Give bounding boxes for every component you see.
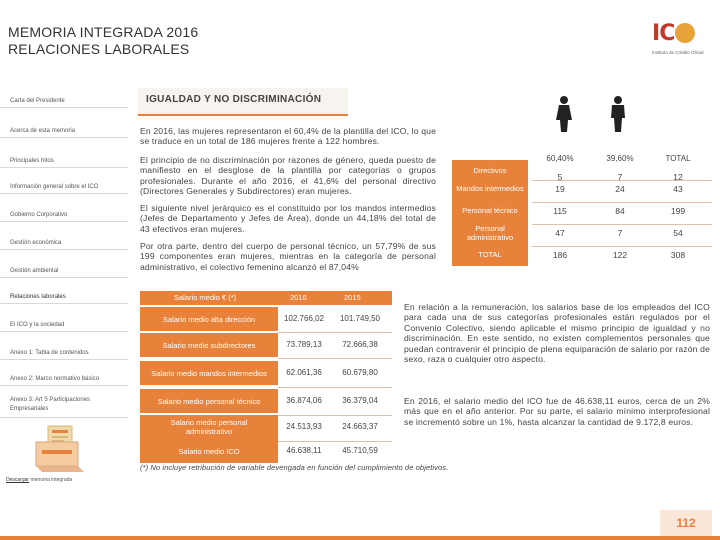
page-title bbox=[8, 24, 198, 58]
cell-women: 47 bbox=[555, 228, 565, 238]
cell-total: 12 bbox=[673, 172, 683, 182]
row-label: Salario medio ICO bbox=[140, 439, 278, 463]
cell-2016: 46.638,11 bbox=[286, 446, 322, 455]
cell-women: 115 bbox=[553, 206, 567, 216]
cell-2016: 102.766,02 bbox=[283, 314, 325, 323]
footer-accent-bar bbox=[0, 536, 720, 540]
row-label: Mandos intermedios bbox=[452, 178, 528, 200]
ico-logo[interactable] bbox=[652, 22, 710, 66]
cell-2015: 45.710,59 bbox=[342, 446, 378, 455]
paragraph-average-salary: En 2016, el salario medio del ICO fue de 46.638,11 euros, cerca de un 2% más que en el año anterior. Por su parte, el salario mínimo interprofesional se incrementó sobre un 1%, hasta alcanzar la cantidad de 9.172,8 euros. bbox=[404, 396, 710, 427]
header-men-pct: 39,60% bbox=[606, 154, 634, 163]
row-label: Salario medio alta dirección bbox=[140, 307, 278, 331]
row-divider bbox=[278, 358, 392, 359]
binder-icon bbox=[30, 420, 90, 474]
row-label: Directivos bbox=[452, 160, 528, 182]
cell-total: 43 bbox=[673, 184, 683, 194]
cell-2015: 24.663,37 bbox=[342, 422, 378, 431]
sidebar-item-relaciones[interactable]: Relaciones laborales bbox=[0, 284, 128, 304]
cell-men: 84 bbox=[615, 206, 625, 216]
salary-header-2015: 2015 bbox=[344, 293, 361, 302]
table-row bbox=[140, 415, 392, 440]
header-women-pct: 60,40% bbox=[546, 154, 574, 163]
sidebar-item-informacion[interactable]: Información general sobre el ICO bbox=[0, 174, 128, 194]
row-label: Salario medio personal administrativo bbox=[140, 415, 278, 439]
section-heading: IGUALDAD Y NO DISCRIMINACIÓN bbox=[138, 88, 348, 116]
sidebar-item-gestion-ambiental[interactable]: Gestión ambiental bbox=[0, 258, 128, 278]
header-total: TOTAL bbox=[665, 154, 691, 163]
cell-2016: 73.789,13 bbox=[286, 340, 322, 349]
row-label: TOTAL bbox=[452, 244, 528, 266]
cell-men: 7 bbox=[617, 228, 623, 238]
cell-total: 54 bbox=[673, 228, 683, 238]
sidebar-item-anexo-3[interactable]: Anexo 3: Art 5 Participaciones Empresariales bbox=[0, 392, 128, 418]
cell-men: 24 bbox=[615, 184, 625, 194]
download-link-text[interactable]: memoria integrada bbox=[30, 477, 73, 483]
sidebar-item-acerca[interactable]: Acerca de esta memoria bbox=[0, 118, 128, 138]
table-row bbox=[140, 361, 392, 386]
man-icon bbox=[610, 96, 626, 132]
row-label: Salario medio subdirectores bbox=[140, 333, 278, 357]
paragraph-women-share: En 2016, las mujeres representaron el 60,4% de la plantilla del ICO, lo que se traduce en un total de 186 mujeres frente a 122 hombres. bbox=[140, 126, 436, 147]
table-row bbox=[140, 307, 392, 332]
cell-2016: 36.874,06 bbox=[286, 396, 322, 405]
table-row bbox=[452, 178, 712, 200]
sidebar-item-anexo-2[interactable]: Anexo 2: Marco normativo básico bbox=[0, 366, 128, 386]
sidebar-item-gestion-economica[interactable]: Gestión económica bbox=[0, 230, 128, 250]
title-line-1: MEMORIA INTEGRADA 2016 bbox=[8, 24, 199, 40]
sidebar-item-carta[interactable]: Carta del Presidente bbox=[0, 88, 128, 108]
cell-total: 308 bbox=[670, 250, 686, 260]
table-row bbox=[452, 244, 712, 266]
row-label: Salario medio mandos intermedios bbox=[140, 361, 278, 385]
salary-header-label: Salario medio € (*) bbox=[174, 293, 237, 302]
paragraph-middle-management: El siguiente nivel jerárquico es el constituido por los mandos intermedios (Jefes de Departamento y Jefes de Área), donde un 44,18% del total de 43 efectivos eran mujeres. bbox=[140, 203, 436, 234]
sidebar-item-anexo-1[interactable]: Anexo 1: Tabla de contenidos bbox=[0, 340, 128, 360]
cell-women: 5 bbox=[557, 172, 563, 182]
download-link-prefix[interactable]: Descargar bbox=[6, 477, 30, 483]
cell-2015: 101.749,50 bbox=[339, 314, 381, 323]
row-label: Personal administrativo bbox=[452, 222, 528, 244]
cell-total: 199 bbox=[670, 206, 686, 216]
cell-2015: 60.679,80 bbox=[342, 368, 378, 377]
logo-tagline: Instituto de Crédito Oficial bbox=[652, 50, 704, 55]
sidebar-item-hitos[interactable]: Principales hitos bbox=[0, 148, 128, 168]
table-row bbox=[452, 222, 712, 244]
title-line-2: RELACIONES LABORALES bbox=[8, 41, 190, 57]
page-number: 112 bbox=[660, 510, 712, 536]
cell-men: 7 bbox=[617, 172, 623, 182]
woman-icon bbox=[556, 96, 572, 132]
cell-2016: 62.061,36 bbox=[286, 368, 322, 377]
cell-women: 19 bbox=[555, 184, 565, 194]
cell-men: 122 bbox=[612, 250, 628, 260]
salary-header-row bbox=[140, 291, 392, 305]
logo-mark: IC bbox=[652, 22, 710, 46]
salary-header-2016: 2016 bbox=[290, 293, 307, 302]
cell-2015: 72.666,38 bbox=[342, 340, 378, 349]
row-label: Salario medio personal técnico bbox=[140, 389, 278, 413]
row-label: Personal técnico bbox=[452, 200, 528, 222]
paragraph-non-discrimination: El principio de no discriminación por razones de género, queda puesto de manifiesto en el desglose de la plantilla por categorías o grupos profesionales. Durante el año 2016, el 41,6% del personal directivo (Directores Generales y Subdirectores) eran mujeres. bbox=[140, 155, 436, 197]
table-row bbox=[452, 200, 712, 222]
sidebar-item-sociedad[interactable]: El ICO y la sociedad bbox=[0, 312, 128, 332]
row-divider bbox=[278, 387, 392, 388]
cell-2015: 36.379,04 bbox=[342, 396, 378, 405]
table-row bbox=[140, 439, 392, 464]
table-row bbox=[140, 389, 392, 414]
salary-footnote: (*) No incluye retribución de variable devengada en función del cumplimiento de objetivos. bbox=[140, 463, 449, 472]
cell-women: 186 bbox=[552, 250, 568, 260]
paragraph-remuneration: En relación a la remuneración, los salarios base de los empleados del ICO para cada una de sus categorías profesionales están regulados por el Convenio Colectivo, siendo aplicable el mismo principio de igualdad y no discriminación. En este sentido, no existen complementos personales que puedan contravenir el principio de plena equiparación de salario por razón de sexo, raza o cualquier otro aspecto. bbox=[404, 302, 710, 365]
table-row bbox=[140, 333, 392, 358]
download-link[interactable] bbox=[6, 477, 72, 483]
sidebar-item-gobierno[interactable]: Gobierno Corporativo bbox=[0, 202, 128, 222]
paragraph-technical-staff: Por otra parte, dentro del cuerpo de personal técnico, un 57,79% de sus 199 componentes eran mujeres, mientras en la categoría de personal administrativo, el colectivo femenino alcanzó el 87,04% bbox=[140, 241, 436, 272]
cell-2016: 24.513,93 bbox=[286, 422, 322, 431]
